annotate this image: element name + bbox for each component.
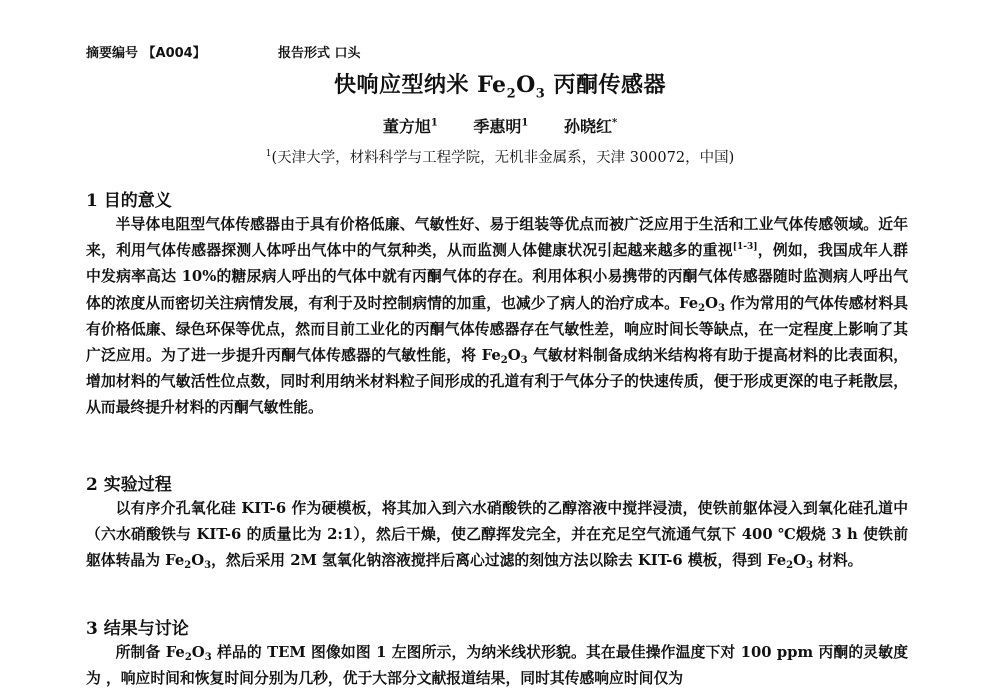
section-2-body: 以有序介孔氧化硅 KIT-6 作为硬模板，将其加入到六水硝酸铁的乙醇溶液中搅拌浸渍，使铁前躯体浸入到氧化硅孔道中（六水硝酸铁与 KIT-6 的质量比为 2:1），然后干燥，使乙醇挥发完全，并在充足空气流通气氛下 400 ℃煅烧 3 h 使铁前躯体转晶为 $Fe_2O_3$，然后采用 2M 氢氧化钠溶液搅拌后离心过滤的刻蚀方法以除去 KIT-6 模板，得到 $Fe_2O_3$ 材料。 <box>86 500 908 572</box>
section-1-body: 半导体电阻型气体传感器由于具有价格低廉、气敏性好、易于组装等优点而被广泛应用于生活和工业气体传感领域。近年来，利用气体传感器探测人体呼出气体中的气氛种类，从而监测人体健康状况引起越来越多的重视[1-3]，例如，我国成年人群中发病率高达 10%的糖尿病人呼出的气体中就有丙酮气体的存在。利用体积小易携带的丙酮气体传感器随时监测病人呼出气体的浓度从而密切关注病情发展，有利于及时控制病情的加重，也减少了病人的治疗成本。$Fe_2O_3$ 作为常用的气体传感材料具有价格低廉、绿色环保等优点，然而目前工业化的丙酮气体传感器存在气敏性差，响应时间长等缺点，在一定程度上影响了其广泛应用。为了进一步提升丙酮气体传感器的气敏性能，将 $Fe_2O_3$ 气敏材料制备成纳米结构将有助于提高材料的比表面积，增加材料的气敏活性位点数，同时利用纳米材料粒子间形成的孔道有利于气体分子的快速传质，便于形成更深的电子耗散层，从而最终提升材料的丙酮气敏性能。 <box>86 216 909 417</box>
paper-title: 快响应型纳米 $Fe_2O_3$ 丙酮传感器 <box>333 72 666 102</box>
section-heading-2: 2 实验过程 <box>86 475 172 495</box>
section-heading-3: 3 结果与讨论 <box>86 619 189 639</box>
author-list <box>0 114 1000 137</box>
author: 孙晓红* <box>563 117 618 136</box>
section-heading-1: 1 目的意义 <box>86 191 172 211</box>
report-format: 报告形式 口头 <box>278 46 361 61</box>
author: 董方旭$^1$ <box>382 117 438 136</box>
abstract-id: 摘要编号 【A004】 <box>86 46 206 61</box>
section-3-body: 所制备 $Fe_2O_3$ 样品的 TEM 图像如图 1 左图所示，为纳米线状形貌。其在最佳操作温度下对 100 ppm 丙酮的灵敏度为 ，响应时间和恢复时间分别为几秒，优于大部分文献报道结果，同时其传感响应时间仅为 <box>86 644 908 688</box>
affiliation: $^1$(天津大学，材料科学与工程学院，无机非金属系，天津 300072，中国) <box>265 149 735 166</box>
author: 季惠明$^1$ <box>473 117 529 136</box>
meta-line <box>86 42 361 61</box>
